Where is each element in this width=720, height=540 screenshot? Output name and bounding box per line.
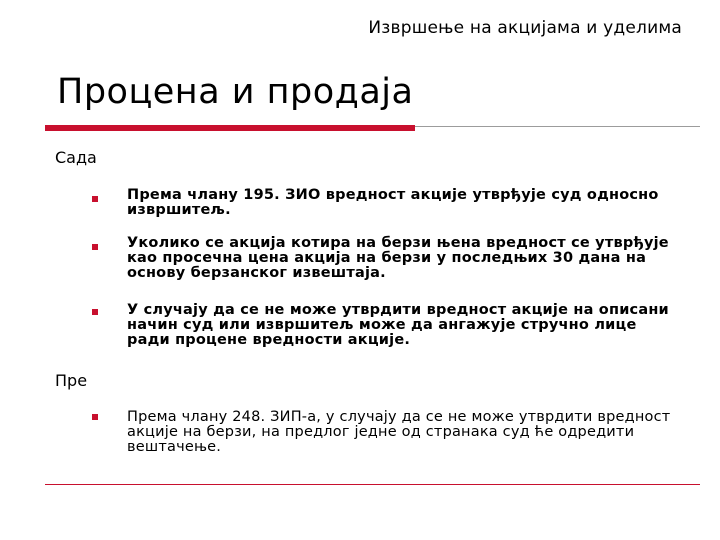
list-item-text: Уколико се акција котира на берзи њена вредност се утврђује као просечна цена акција на берзи у последњих 30 дана на основу берзанског извештаја. xyxy=(127,235,669,281)
bullet-marker xyxy=(92,196,98,202)
title-accent-bar xyxy=(45,125,415,131)
section-label-before: Пре xyxy=(55,371,88,390)
bullet-marker xyxy=(92,309,98,315)
list-item-text: Према члану 195. ЗИО вредност акције утврђује суд односно извршитељ. xyxy=(127,187,659,218)
bullet-marker xyxy=(92,414,98,420)
bullet-marker xyxy=(92,244,98,250)
header-text: Извршење на акцијама и уделима xyxy=(368,18,682,38)
list-item-text: У случају да се не може утврдити вредност акције на описани начин суд или извршитељ може да ангажује стручно лице ради процене вредности акције. xyxy=(127,302,669,348)
slide-title: Процена и продаја xyxy=(57,72,414,112)
list-item-text: Према члану 248. ЗИП-а, у случају да се не може утврдити вредност акције на берзи, на предлог једне од странака суд ће одредити вештачење. xyxy=(127,409,671,455)
footer-divider xyxy=(45,484,700,485)
section-label-now: Сада xyxy=(55,148,97,167)
